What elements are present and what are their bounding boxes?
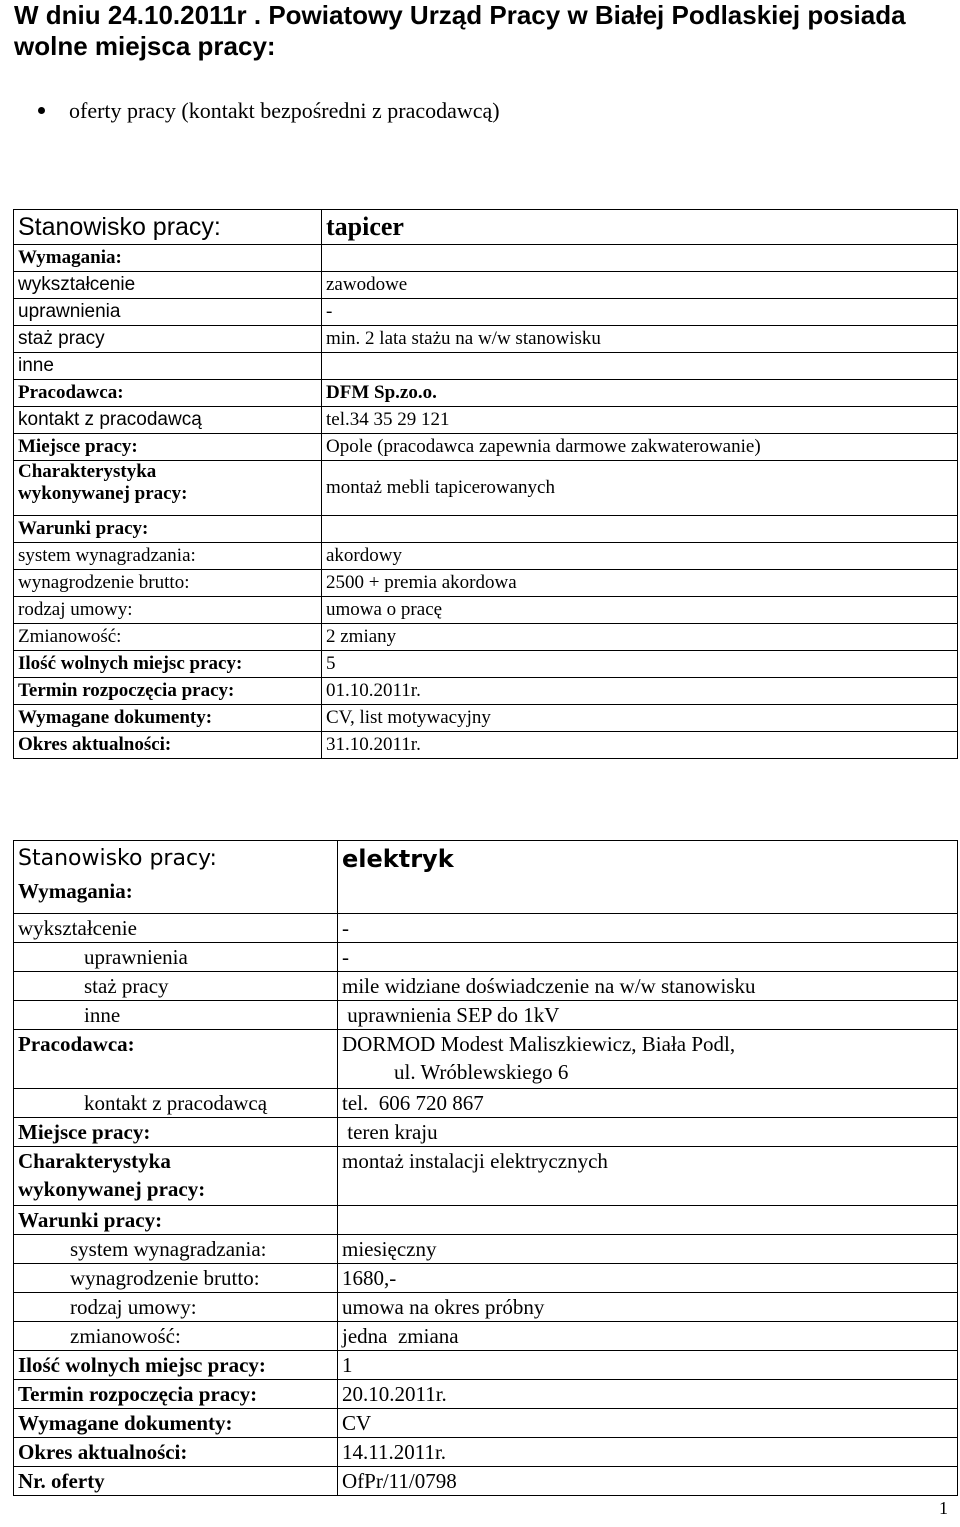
bullet-icon bbox=[38, 107, 45, 114]
offer-number-value: OfPr/11/0798 bbox=[338, 1467, 958, 1496]
table-row bbox=[14, 299, 958, 326]
table-row bbox=[14, 1467, 958, 1496]
table-row bbox=[14, 914, 958, 943]
other-label: inne bbox=[14, 1001, 338, 1030]
employer-value: DFM Sp.zo.o. bbox=[322, 380, 958, 407]
pay-system-value: akordowy bbox=[322, 543, 958, 570]
qualifications-label: uprawnienia bbox=[14, 299, 322, 326]
table-row bbox=[14, 272, 958, 299]
table-row bbox=[14, 326, 958, 353]
page-number: 1 bbox=[939, 1498, 948, 1518]
location-value: teren kraju bbox=[338, 1118, 958, 1147]
education-value: - bbox=[338, 914, 958, 943]
table-row bbox=[14, 1001, 958, 1030]
table-row bbox=[14, 1322, 958, 1351]
employer-name: DORMOD Modest Maliszkiewicz, Biała Podl, bbox=[342, 1032, 736, 1056]
conditions-label: Warunki pracy: bbox=[14, 1206, 338, 1235]
table-row bbox=[14, 245, 958, 272]
location-value: Opole (pracodawca zapewnia darmowe zakwaterowanie) bbox=[322, 434, 958, 461]
table-row bbox=[14, 1409, 958, 1438]
table-row bbox=[14, 1147, 958, 1206]
offer-number-label: Nr. oferty bbox=[14, 1467, 338, 1496]
validity-value: 14.11.2011r. bbox=[338, 1438, 958, 1467]
table-row bbox=[14, 353, 958, 380]
table-row bbox=[14, 1030, 958, 1089]
table-row bbox=[14, 1089, 958, 1118]
shifts-value: jedna zmiana bbox=[338, 1322, 958, 1351]
page-title: W dniu 24.10.2011r . Powiatowy Urząd Pracy w Białej Podlaskiej posiada wolne miejsca pracy: bbox=[14, 0, 906, 61]
table-row bbox=[14, 210, 958, 245]
table-row bbox=[14, 624, 958, 651]
table-row bbox=[14, 570, 958, 597]
other-label: inne bbox=[14, 353, 322, 380]
offer-type-text: oferty pracy (kontakt bezpośredni z pracodawcą) bbox=[69, 98, 500, 123]
table-row bbox=[14, 380, 958, 407]
table-row bbox=[14, 461, 958, 516]
gross-pay-label: wynagrodzenie brutto: bbox=[14, 570, 322, 597]
validity-value: 31.10.2011r. bbox=[322, 732, 958, 759]
table-row bbox=[14, 651, 958, 678]
gross-pay-value: 1680,- bbox=[338, 1264, 958, 1293]
requirements-label: Wymagania: bbox=[14, 245, 322, 272]
table-row bbox=[14, 1235, 958, 1264]
documents-label: Wymagane dokumenty: bbox=[14, 705, 322, 732]
employer-label: Pracodawca: bbox=[14, 380, 322, 407]
job-description-label bbox=[14, 1147, 338, 1206]
validity-label: Okres aktualności: bbox=[14, 732, 322, 759]
table-row bbox=[14, 678, 958, 705]
contract-value: umowa na okres próbny bbox=[338, 1293, 958, 1322]
vacancies-value: 5 bbox=[322, 651, 958, 678]
documents-value: CV bbox=[338, 1409, 958, 1438]
contact-value: tel.34 35 29 121 bbox=[322, 407, 958, 434]
table-row bbox=[14, 434, 958, 461]
table-row bbox=[14, 543, 958, 570]
table-row bbox=[14, 597, 958, 624]
table-row bbox=[14, 1351, 958, 1380]
position-header-right bbox=[338, 841, 958, 914]
table-row bbox=[14, 943, 958, 972]
contract-label: rodzaj umowy: bbox=[14, 1293, 338, 1322]
vacancies-label: Ilość wolnych miejsc pracy: bbox=[14, 651, 322, 678]
contact-label: kontakt z pracodawcą bbox=[14, 407, 322, 434]
employer-address: ul. Wróblewskiego 6 bbox=[394, 1060, 569, 1084]
education-label: wykształcenie bbox=[14, 272, 322, 299]
location-label: Miejsce pracy: bbox=[14, 434, 322, 461]
qualifications-value: - bbox=[322, 299, 958, 326]
job-description-label-line2: wykonywanej pracy: bbox=[18, 1177, 206, 1201]
validity-label: Okres aktualności: bbox=[14, 1438, 338, 1467]
pay-system-label: system wynagradzania: bbox=[14, 1235, 338, 1264]
vacancies-value: 1 bbox=[338, 1351, 958, 1380]
offer-type-bullet bbox=[38, 96, 500, 126]
position-value: elektryk bbox=[342, 845, 454, 873]
start-date-value: 20.10.2011r. bbox=[338, 1380, 958, 1409]
job-description-label bbox=[14, 461, 322, 516]
table-row bbox=[14, 516, 958, 543]
table-row bbox=[14, 972, 958, 1001]
job-description-label-line2: wykonywanej pracy: bbox=[18, 483, 188, 504]
job-offer-table-elektryk bbox=[13, 840, 958, 1496]
experience-label: staż pracy bbox=[14, 326, 322, 353]
qualifications-label: uprawnienia bbox=[14, 943, 338, 972]
table-row bbox=[14, 705, 958, 732]
position-header-left bbox=[14, 841, 338, 914]
location-label: Miejsce pracy: bbox=[14, 1118, 338, 1147]
contact-label: kontakt z pracodawcą bbox=[14, 1089, 338, 1118]
vacancies-label: Ilość wolnych miejsc pracy: bbox=[14, 1351, 338, 1380]
table-row bbox=[14, 841, 958, 914]
gross-pay-value: 2500 + premia akordowa bbox=[322, 570, 958, 597]
table-row bbox=[14, 1264, 958, 1293]
job-description-label-line1: Charakterystyka bbox=[18, 1149, 171, 1173]
table-row bbox=[14, 1380, 958, 1409]
contact-value: tel. 606 720 867 bbox=[338, 1089, 958, 1118]
job-description-value: montaż instalacji elektrycznych bbox=[338, 1147, 958, 1206]
shifts-label: zmianowość: bbox=[14, 1322, 338, 1351]
table-row bbox=[14, 407, 958, 434]
documents-label: Wymagane dokumenty: bbox=[14, 1409, 338, 1438]
experience-label: staż pracy bbox=[14, 972, 338, 1001]
position-label: Stanowisko pracy: bbox=[18, 846, 217, 871]
table-row bbox=[14, 1118, 958, 1147]
documents-value: CV, list motywacyjny bbox=[322, 705, 958, 732]
position-label: Stanowisko pracy: bbox=[14, 210, 322, 245]
other-value bbox=[322, 353, 958, 380]
gross-pay-label: wynagrodzenie brutto: bbox=[14, 1264, 338, 1293]
contract-value: umowa o pracę bbox=[322, 597, 958, 624]
job-description-value: montaż mebli tapicerowanych bbox=[322, 461, 958, 516]
education-label: wykształcenie bbox=[14, 914, 338, 943]
employer-value bbox=[338, 1030, 958, 1089]
table-row bbox=[14, 1206, 958, 1235]
pay-system-value: miesięczny bbox=[338, 1235, 958, 1264]
start-date-label: Termin rozpoczęcia pracy: bbox=[14, 1380, 338, 1409]
position-value: tapicer bbox=[322, 210, 958, 245]
conditions-label: Warunki pracy: bbox=[14, 516, 322, 543]
requirements-label: Wymagania: bbox=[18, 879, 133, 903]
table-row bbox=[14, 732, 958, 759]
start-date-value: 01.10.2011r. bbox=[322, 678, 958, 705]
other-value: uprawnienia SEP do 1kV bbox=[338, 1001, 958, 1030]
contract-label: rodzaj umowy: bbox=[14, 597, 322, 624]
start-date-label: Termin rozpoczęcia pracy: bbox=[14, 678, 322, 705]
table-row bbox=[14, 1293, 958, 1322]
job-description-label-line1: Charakterystyka bbox=[18, 461, 157, 482]
education-value: zawodowe bbox=[322, 272, 958, 299]
table-row bbox=[14, 1438, 958, 1467]
job-offer-table-tapicer bbox=[13, 209, 958, 759]
pay-system-label: system wynagradzania: bbox=[14, 543, 322, 570]
employer-label: Pracodawca: bbox=[14, 1030, 338, 1089]
qualifications-value: - bbox=[338, 943, 958, 972]
shifts-label: Zmianowość: bbox=[14, 624, 322, 651]
shifts-value: 2 zmiany bbox=[322, 624, 958, 651]
experience-value: min. 2 lata stażu na w/w stanowisku bbox=[322, 326, 958, 353]
experience-value: mile widziane doświadczenie na w/w stanowisku bbox=[338, 972, 958, 1001]
